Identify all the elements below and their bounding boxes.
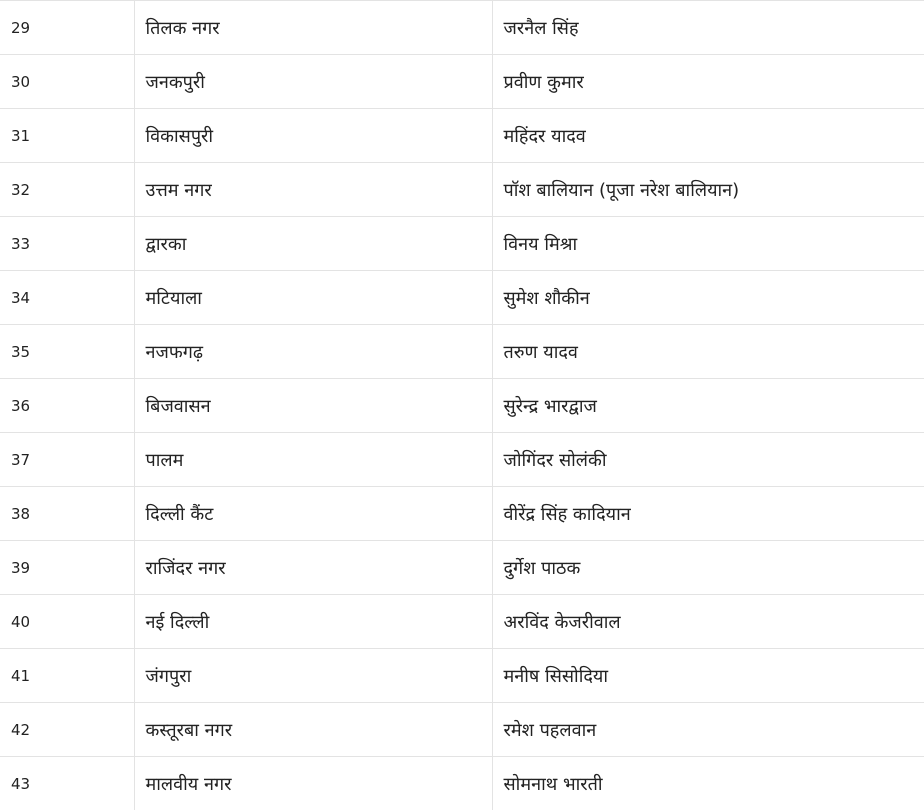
serial-number: 33 bbox=[0, 217, 134, 271]
serial-number: 40 bbox=[0, 595, 134, 649]
candidate-name: रमेश पहलवान bbox=[492, 703, 924, 757]
table-row bbox=[0, 649, 924, 703]
serial-number: 36 bbox=[0, 379, 134, 433]
candidate-name: विनय मिश्रा bbox=[492, 217, 924, 271]
candidate-name: जरनैल सिंह bbox=[492, 1, 924, 55]
table-row bbox=[0, 271, 924, 325]
candidate-name: महिंदर यादव bbox=[492, 109, 924, 163]
candidate-name: तरुण यादव bbox=[492, 325, 924, 379]
constituency-name: पालम bbox=[134, 433, 492, 487]
candidate-name: सुमेश शौकीन bbox=[492, 271, 924, 325]
table-row bbox=[0, 757, 924, 810]
serial-number: 32 bbox=[0, 163, 134, 217]
serial-number: 42 bbox=[0, 703, 134, 757]
table-row bbox=[0, 217, 924, 271]
serial-number: 41 bbox=[0, 649, 134, 703]
serial-number: 39 bbox=[0, 541, 134, 595]
serial-number: 34 bbox=[0, 271, 134, 325]
serial-number: 43 bbox=[0, 757, 134, 810]
table-row bbox=[0, 595, 924, 649]
constituency-name: बिजवासन bbox=[134, 379, 492, 433]
constituency-name: राजिंदर नगर bbox=[134, 541, 492, 595]
constituency-name: मालवीय नगर bbox=[134, 757, 492, 810]
candidate-name: सुरेन्द्र भारद्वाज bbox=[492, 379, 924, 433]
table-row bbox=[0, 325, 924, 379]
table-row bbox=[0, 163, 924, 217]
constituency-name: मटियाला bbox=[134, 271, 492, 325]
constituency-name: नजफगढ़ bbox=[134, 325, 492, 379]
candidate-name: वीरेंद्र सिंह कादियान bbox=[492, 487, 924, 541]
serial-number: 30 bbox=[0, 55, 134, 109]
serial-number: 29 bbox=[0, 1, 134, 55]
candidate-table-body bbox=[0, 1, 924, 810]
candidate-name: अरविंद केजरीवाल bbox=[492, 595, 924, 649]
candidate-name: प्रवीण कुमार bbox=[492, 55, 924, 109]
table-row bbox=[0, 55, 924, 109]
serial-number: 35 bbox=[0, 325, 134, 379]
candidate-name: पॉश बालियान (पूजा नरेश बालियान) bbox=[492, 163, 924, 217]
candidate-name: दुर्गेश पाठक bbox=[492, 541, 924, 595]
constituency-name: उत्तम नगर bbox=[134, 163, 492, 217]
serial-number: 37 bbox=[0, 433, 134, 487]
constituency-name: कस्तूरबा नगर bbox=[134, 703, 492, 757]
table-row bbox=[0, 1, 924, 55]
constituency-name: तिलक नगर bbox=[134, 1, 492, 55]
table-row bbox=[0, 487, 924, 541]
table-row bbox=[0, 109, 924, 163]
table-row bbox=[0, 379, 924, 433]
table-row bbox=[0, 541, 924, 595]
constituency-name: जंगपुरा bbox=[134, 649, 492, 703]
table-row bbox=[0, 433, 924, 487]
table-row bbox=[0, 703, 924, 757]
candidate-name: जोगिंदर सोलंकी bbox=[492, 433, 924, 487]
constituency-name: विकासपुरी bbox=[134, 109, 492, 163]
serial-number: 31 bbox=[0, 109, 134, 163]
constituency-name: जनकपुरी bbox=[134, 55, 492, 109]
serial-number: 38 bbox=[0, 487, 134, 541]
constituency-name: द्वारका bbox=[134, 217, 492, 271]
candidate-name: सोमनाथ भारती bbox=[492, 757, 924, 810]
candidate-name: मनीष सिसोदिया bbox=[492, 649, 924, 703]
constituency-name: दिल्ली कैंट bbox=[134, 487, 492, 541]
constituency-name: नई दिल्ली bbox=[134, 595, 492, 649]
